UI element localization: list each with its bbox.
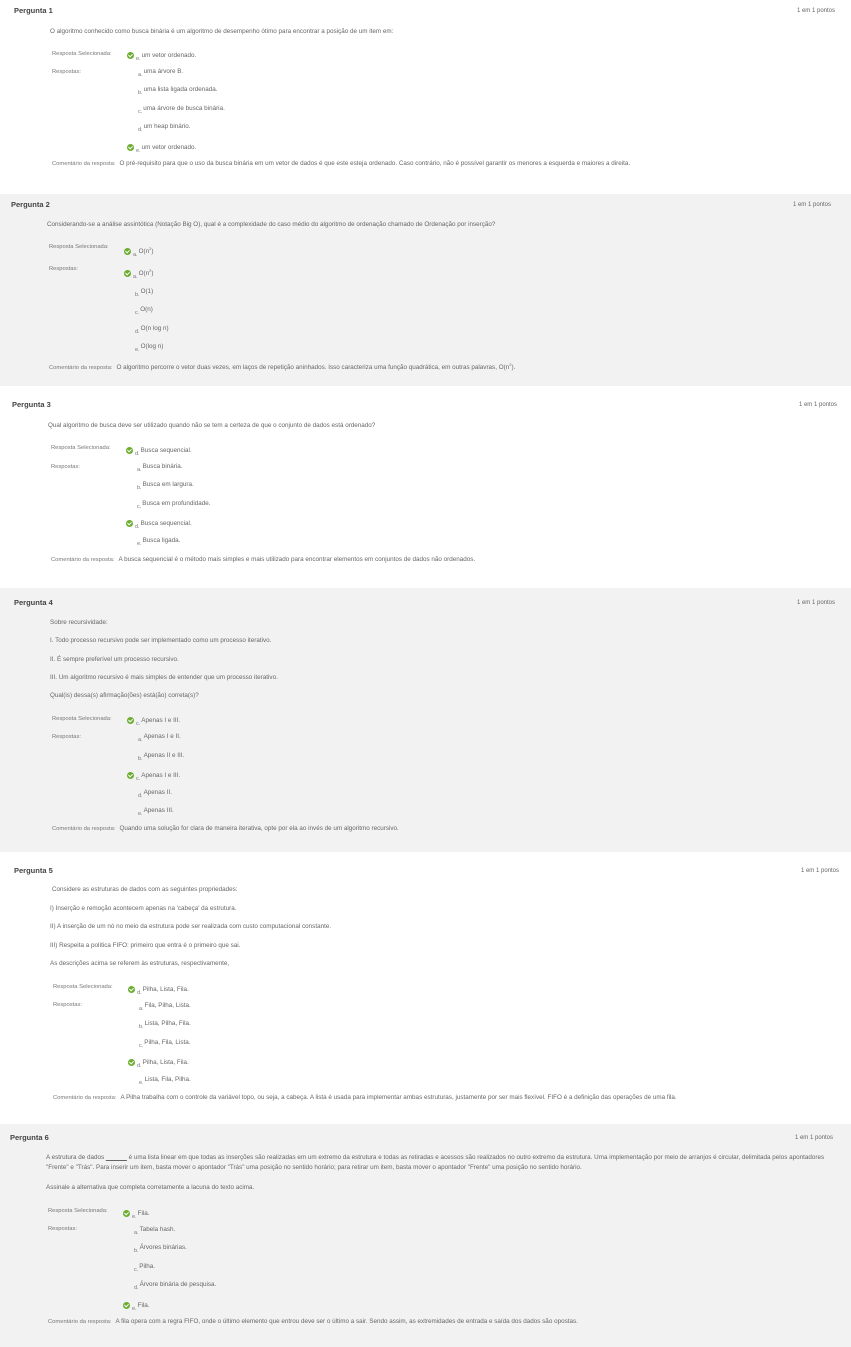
answer-option-correct: d.Pilha, Lista, Fila. (128, 1057, 189, 1069)
selected-answer: d.Busca sequencial. (126, 445, 192, 457)
answer-comment: Comentário da resposta: A fila opera com a regra FIFO, onde o último elemento que entrou deve ser o último a sair. Sendo assim, as extremidades de entrada e saída dos dados são opostas. (48, 1318, 578, 1325)
answers-label: Respostas: (53, 1002, 82, 1008)
answer-option-correct: $a.O(n^2)$ (124, 268, 153, 280)
selected-answer-label: Resposta Selecionada: (52, 51, 112, 57)
question-text-line: II) A inserção de um nó no meio da estrutura pode ser realizada com custo computacional constante. (50, 923, 332, 930)
question-title: Pergunta 3 (12, 400, 51, 409)
selected-answer: $a.O(n^2)$ (124, 246, 153, 258)
check-icon (124, 270, 131, 277)
answers-label: Respostas: (49, 266, 78, 272)
check-icon (127, 144, 134, 151)
question-3 (0, 390, 851, 584)
answer-option: b.uma lista ligada ordenada. (138, 86, 218, 96)
question-title: Pergunta 6 (10, 1133, 49, 1142)
answer-option-correct: e.Fila. (123, 1300, 150, 1312)
question-points: 1 em 1 pontos (794, 1135, 833, 1141)
answer-option: e.O(log n) (135, 343, 164, 353)
answer-option-correct: c.Apenas I e III. (127, 770, 180, 782)
question-text: O algoritmo conhecido como busca binária é um algoritmo de desempenho ótimo para encontrar a posição de um item em: (50, 28, 394, 35)
question-points: 1 em 1 pontos (800, 868, 839, 874)
answer-option: d.um heap binário. (138, 123, 191, 133)
answer-option: b.O(1) (135, 288, 154, 298)
question-1 (0, 0, 851, 190)
answer-comment: Comentário da resposta: O pré-requisito para que o uso da busca binária em um vetor de dados é que este esteja ordenado. Caso contrário, não é possível garantir os menores a esquerda e maiores a direita. (52, 160, 631, 167)
question-points: 1 em 1 pontos (792, 202, 831, 208)
answer-comment: Comentário da resposta: O algoritmo percorre o vetor duas vezes, em laços de repetição aninhados. Isso caracteriza uma função quadrática, em outras palavras, $O(n^2)$. (49, 362, 516, 372)
answers-label: Respostas: (51, 464, 80, 470)
answer-option: b.Árvores binárias. (134, 1244, 187, 1254)
answer-option: a.uma árvore B. (138, 68, 184, 78)
question-2 (0, 194, 851, 386)
question-title: Pergunta 4 (14, 598, 53, 607)
selected-answer: c.Apenas I e III. (127, 715, 180, 727)
answer-comment: Comentário da resposta: A busca sequencial é o método mais simples e mais utilizado para encontrar elementos em conjuntos de dados não ordenados. (51, 556, 476, 563)
question-points: 1 em 1 pontos (796, 600, 835, 606)
selected-answer-label: Resposta Selecionada: (52, 716, 112, 722)
answer-option: a.Tabela hash. (134, 1226, 176, 1236)
text-gap: ______ (105, 1154, 127, 1161)
question-text-line: III) Respeita a política FIFO: primeiro que entra é o primeiro que sai. (50, 942, 241, 949)
answer-option: b.Busca em largura. (137, 481, 194, 491)
answers-label: Respostas: (52, 69, 81, 75)
question-6 (0, 1124, 851, 1347)
selected-answer-label: Resposta Selecionada: (51, 445, 111, 451)
answer-option: d.Árvore binária de pesquisa. (134, 1281, 217, 1291)
selected-answer-label: Resposta Selecionada: (49, 244, 109, 250)
check-icon (123, 1302, 130, 1309)
answer-option: d.O(n log n) (135, 325, 169, 335)
answer-option: e.Busca ligada. (137, 537, 181, 547)
question-text: Considerando-se a análise assintótica (Notação Big O), qual é a complexidade do caso médio do algoritmo de ordenação chamado de Ordenação por inserção? (47, 221, 496, 228)
answer-option: c.uma árvore de busca binária. (138, 105, 225, 115)
answers-label: Respostas: (48, 1226, 77, 1232)
question-text: A estrutura de dados ______ é uma lista linear em que todas as inserções são realizadas em um extremo da estrutura e todas as retiradas e acessos são realizados no outro extremo da estrutura. Uma implementação por meio de arranjos é circular, delimitada pelos apontadores "Frente" e "Trás". Para inserir um item, basta mover o apontador "Trás" uma posição no sentido horário; para retirar um item, basta mover o apontador "Frente" uma posição no sentido horário. (46, 1154, 825, 1171)
question-title: Pergunta 1 (14, 6, 53, 15)
answer-option: d.Apenas II. (138, 789, 172, 799)
question-4 (0, 588, 851, 852)
check-icon (128, 986, 135, 993)
selected-answer-label: Resposta Selecionada: (53, 984, 113, 990)
check-icon (127, 52, 134, 59)
check-icon (127, 772, 134, 779)
check-icon (126, 447, 133, 454)
answer-option: c.Pilha. (134, 1263, 156, 1273)
check-icon (127, 717, 134, 724)
question-text-line: III. Um algoritmo recursivo é mais simples de entender que um processo iterativo. (50, 674, 278, 681)
check-icon (128, 1059, 135, 1066)
selected-answer-label: Resposta Selecionada: (48, 1208, 108, 1214)
selected-answer: e.um vetor ordenado. (127, 50, 196, 62)
check-icon (123, 1210, 130, 1217)
answer-option: b.Apenas II e III. (138, 752, 185, 762)
selected-answer: e.Fila. (123, 1208, 150, 1220)
answer-option: e.Apenas III. (138, 807, 174, 817)
answer-option: a.Apenas I e II. (138, 733, 181, 743)
question-text: Qual algoritmo de busca deve ser utilizado quando não se tem a certeza de que o conjunto de dados está ordenado? (48, 422, 376, 429)
question-text-line: II. É sempre preferível um processo recursivo. (50, 656, 179, 663)
answer-option: e.Lista, Fila, Pilha. (139, 1076, 191, 1086)
answer-option: a.Busca binária. (137, 463, 183, 473)
question-title: Pergunta 2 (11, 200, 50, 209)
question-text-line: Considere as estruturas de dados com as seguintes propriedades: (52, 886, 238, 893)
question-text-line: I. Todo processo recursivo pode ser implementado como um processo iterativo. (50, 637, 272, 644)
question-points: 1 em 1 pontos (798, 402, 837, 408)
answers-label: Respostas: (52, 734, 81, 740)
answer-comment: Comentário da resposta: A Pilha trabalha com o controle da variável topo, ou seja, a cabeça. A lista é usada para implementar ambas estruturas, justamente por ser mais flexível. FIFO é a definição das operações de uma fila. (53, 1094, 677, 1101)
question-text-line: As descrições acima se referem às estruturas, respectivamente, (50, 960, 230, 967)
question-points: 1 em 1 pontos (796, 8, 835, 14)
question-5 (0, 856, 851, 1120)
answer-option: c.Pilha, Fila, Lista. (139, 1039, 191, 1049)
selected-answer: d.Pilha, Lista, Fila. (128, 984, 189, 996)
check-icon (126, 520, 133, 527)
check-icon (124, 248, 131, 255)
answer-option: b.Lista, Pilha, Fila. (139, 1020, 191, 1030)
question-text-line: I) Inserção e remoção acontecem apenas na 'cabeça' da estrutura. (50, 905, 237, 912)
answer-option: c.Busca em profundidade. (137, 500, 211, 510)
answer-option: a.Fila, Pilha, Lista. (139, 1002, 191, 1012)
answer-option: c.O(n) (135, 306, 153, 316)
question-instruction: Assinale a alternativa que completa corretamente a lacuna do texto acima. (46, 1184, 255, 1191)
answer-option-correct: d.Busca sequencial. (126, 518, 192, 530)
answer-comment: Comentário da resposta: Quando uma solução for clara de maneira iterativa, opte por ela ao invés de um algoritmo recursivo. (52, 825, 399, 832)
question-text-line: Sobre recursividade: (50, 619, 108, 626)
question-text-line: Qual(is) dessa(s) afirmação(ões) está(ão) correta(s)? (50, 692, 199, 699)
question-title: Pergunta 5 (14, 866, 53, 875)
answer-option-correct: e.um vetor ordenado. (127, 142, 196, 154)
